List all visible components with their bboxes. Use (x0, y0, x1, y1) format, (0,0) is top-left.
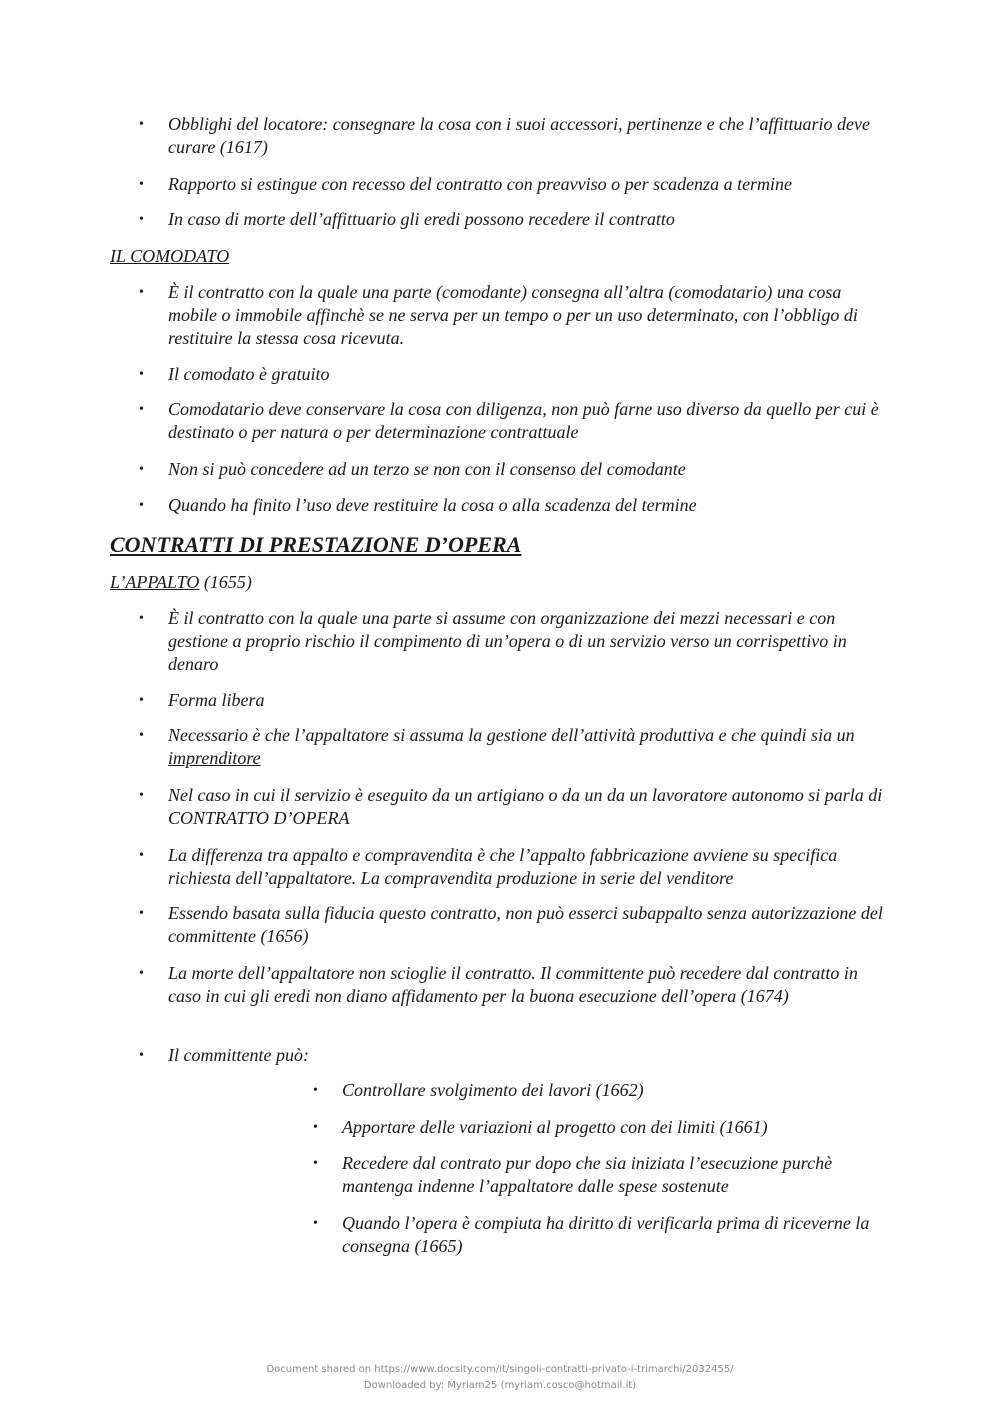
list-item: • È il contratto con la quale una parte (comodante) consegna all’altra (comodatario) una cosa mobile o immobile affinchè se ne serva per un tempo o per un uso determinato, con l’obbligo di restituire la stessa cosa ricevuta. (139, 282, 858, 348)
list-item: • Apportare delle variazioni al progetto con dei limiti (1661) (313, 1117, 768, 1137)
list-item: • Comodatario deve conservare la cosa con diligenza, non può farne uso diverso da quello per cui è destinato o per natura o per determinazione contrattuale (139, 399, 879, 442)
bullet-icon: • (139, 1048, 144, 1063)
bullet-icon: • (139, 367, 144, 382)
list-item: • La differenza tra appalto e compravendita è che l’appalto fabbricazione avviene su specifica richiesta dell’appaltatore. La compravendita produzione in serie del venditore (139, 845, 838, 888)
list-item: • Essendo basata sulla fiducia questo contratto, non può esserci subappalto senza autorizzazione del committente (1656) (139, 903, 883, 946)
list-item: • Recedere dal contrato pur dopo che sia iniziata l’esecuzione purchè mantenga indenne l’appaltatore dalle spese sostenute (313, 1153, 833, 1196)
list-item: • Non si può concedere ad un terzo se non con il consenso del comodante (139, 459, 686, 479)
bullet-icon: • (139, 402, 144, 417)
bullet-icon: • (139, 498, 144, 513)
list-item: • Il comodato è gratuito (139, 364, 330, 384)
footer-downloaded: Downloaded by: Myriam25 (myriam.cosco@hotmail.it) (363, 1380, 637, 1391)
bullet-icon: • (139, 693, 144, 708)
bullet-icon: • (139, 462, 144, 477)
appalto-title: L’APPALTO (110, 572, 200, 592)
list-item: • Rapporto si estingue con recesso del contratto con preavviso o per scadenza a termine (139, 174, 793, 194)
bullet-icon: • (313, 1120, 318, 1135)
comodato-heading: IL COMODATO (110, 246, 230, 266)
list-item: • È il contratto con la quale una parte si assume con organizzazione dei mezzi necessari e con gestione a proprio rischio il compimento di un’opera o di un servizio verso un corrispettivo in denaro (139, 608, 847, 674)
footer-shared: Document shared on https://www.docsity.com/it/singoli-contratti-privato-i-trimarchi/2032455/ (266, 1364, 734, 1375)
bullet-icon: • (313, 1216, 318, 1231)
list-item: • In caso di morte dell’affittuario gli eredi possono recedere il contratto (139, 209, 675, 229)
bullet-icon: • (139, 212, 144, 227)
bullet-icon: • (139, 728, 144, 743)
appalto-ref: (1655) (199, 572, 252, 592)
list-item: • Quando ha finito l’uso deve restituire la cosa o alla scadenza del termine (139, 495, 697, 515)
bullet-icon: • (139, 285, 144, 300)
list-item: • Il committente può: (139, 1045, 309, 1065)
list-item: • Necessario è che l’appaltatore si assuma la gestione dell’attività produttiva e che quindi sia un imprenditore (139, 725, 855, 768)
appalto-heading (110, 571, 252, 594)
bullet-icon: • (313, 1156, 318, 1171)
imprenditore-term: imprenditore (168, 748, 261, 768)
bullet-icon: • (139, 788, 144, 803)
bullet-icon: • (139, 848, 144, 863)
main-heading: CONTRATTI DI PRESTAZIONE D’OPERA (110, 532, 522, 557)
bullet-icon: • (139, 177, 144, 192)
list-item: • Obblighi del locatore: consegnare la cosa con i suoi accessori, pertinenze e che l’affittuario deve curare (1617) (139, 114, 871, 157)
list-item: • La morte dell’appaltatore non scioglie il contratto. Il committente può recedere dal contratto in caso in cui gli eredi non diano affidamento per la buona esecuzione dell’opera (1674) (139, 963, 858, 1006)
bullet-icon: • (313, 1083, 318, 1098)
bullet-icon: • (139, 611, 144, 626)
bullet-icon: • (139, 966, 144, 981)
bullet-icon: • (139, 906, 144, 921)
list-item: • Controllare svolgimento dei lavori (1662) (313, 1080, 644, 1100)
list-item: • Nel caso in cui il servizio è eseguito da un artigiano o da un da un lavoratore autonomo si parla di CONTRATTO D’OPERA (139, 785, 883, 828)
bullet-icon: • (139, 117, 144, 132)
list-item: • Quando l’opera è compiuta ha diritto di verificarla prima di riceverne la consegna (1665) (313, 1213, 870, 1256)
list-item: • Forma libera (139, 690, 265, 710)
